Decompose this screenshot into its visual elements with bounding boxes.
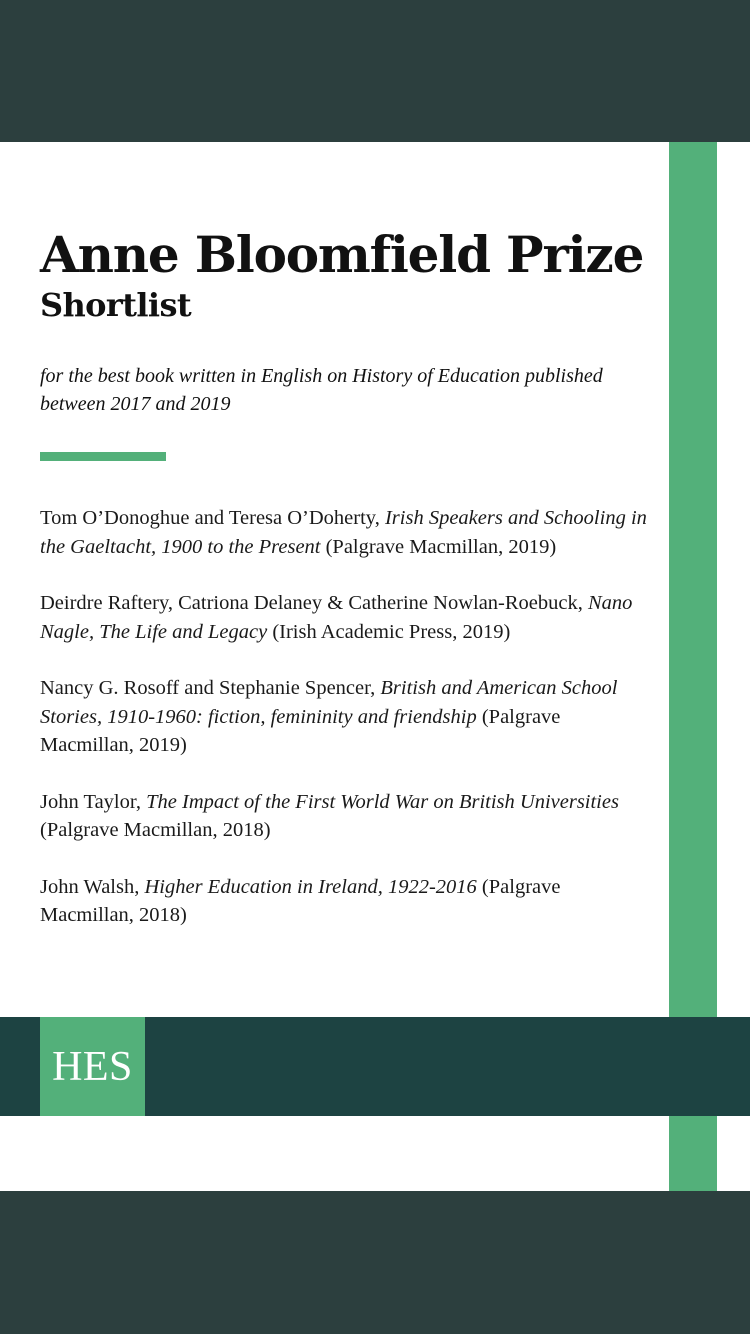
- prize-subtitle: Shortlist: [40, 286, 192, 324]
- bottom-dark-band: [0, 1191, 750, 1334]
- entry-authors: Tom O’Donoghue and Teresa O’Doherty,: [40, 507, 385, 529]
- accent-stripe-lower: [669, 1116, 717, 1191]
- shortlist-entry: [40, 873, 650, 930]
- entry-authors: John Walsh,: [40, 875, 145, 898]
- entry-book-title: Higher Education in Ireland, 1922-2016: [144, 875, 477, 898]
- entry-book-title: The Impact of the First World War on British Universities: [146, 790, 619, 813]
- top-dark-band: [0, 0, 750, 142]
- hes-logo: [40, 1017, 145, 1116]
- entry-authors: Deirdre Raftery, Catriona Delaney & Catherine Nowlan-Roebuck,: [40, 592, 588, 614]
- entry-publisher: (Palgrave Macmillan, 2019): [40, 705, 561, 756]
- entry-book-title: British and American School Stories, 1910-1960: fiction, femininity and friendship: [40, 677, 618, 728]
- footer-bar: [0, 1017, 750, 1116]
- entry-book-title: Nano Nagle, The Life and Legacy: [40, 592, 633, 643]
- entry-authors: Nancy G. Rosoff and Stephanie Spencer,: [40, 677, 381, 699]
- shortlist-entry: [40, 788, 650, 845]
- shortlist-entry: [40, 674, 650, 760]
- entry-publisher: (Palgrave Macmillan, 2018): [40, 875, 561, 926]
- entry-authors: John Taylor,: [40, 790, 147, 813]
- prize-title: Anne Bloomfield Prize: [40, 225, 644, 284]
- hes-logo-text: HES: [52, 1043, 133, 1090]
- prize-card: [0, 142, 750, 1191]
- prize-description: for the best book written in English on History of Education published between 2017 and 2019: [40, 365, 603, 415]
- shortlist-entry: [40, 589, 650, 646]
- shortlist: [40, 504, 650, 958]
- entry-book-title: Irish Speakers and Schooling in the Gaeltacht, 1900 to the Present: [40, 507, 647, 558]
- entry-publisher: (Irish Academic Press, 2019): [267, 620, 511, 643]
- title-divider: [40, 452, 166, 461]
- entry-publisher: (Palgrave Macmillan, 2019): [320, 535, 557, 558]
- shortlist-entry: [40, 504, 650, 561]
- entry-publisher: (Palgrave Macmillan, 2018): [40, 819, 271, 841]
